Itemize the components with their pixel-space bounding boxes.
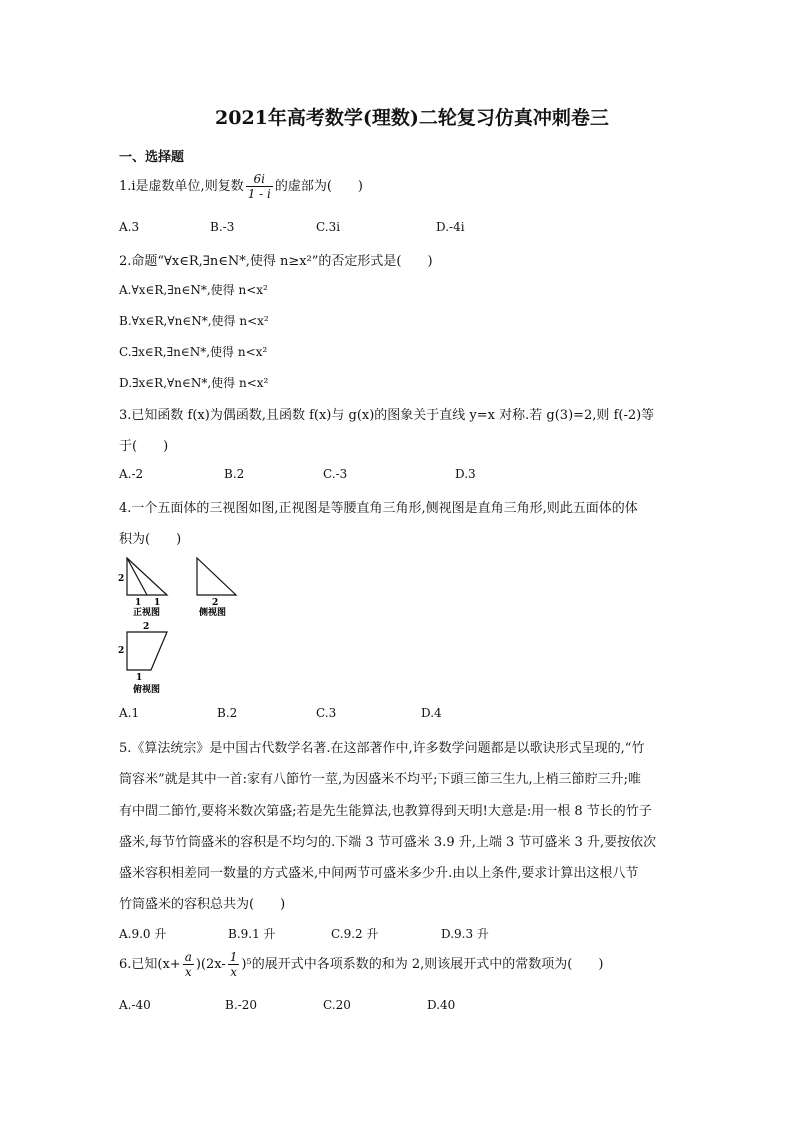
top-view-left-label: 2 [118,646,125,656]
q2-option-b: B.∀x∈R,∀n∈N*,使得 n<x² [119,314,269,328]
q5-option-c: C.9.2 升 [331,927,379,941]
page-title: 2021年高考数学(理数)二轮复习仿真冲刺卷三 [215,107,609,129]
three-view-figure [115,555,255,700]
q4-option-d: D.4 [421,706,442,720]
side-view-bottom-label: 2 [212,598,219,608]
q6-option-d: D.40 [427,998,456,1012]
q2-option-d: D.∃x∈R,∀n∈N*,使得 n<x² [119,376,269,390]
question-3-line-1: 3.已知函数 f(x)为偶函数,且函数 f(x)与 g(x)的图象关于直线 y=x 对称.若 g(3)=2,则 f(-2)等 [119,408,655,423]
side-view-caption: 侧视图 [199,608,227,618]
question-6 [119,950,603,979]
question-4-line-1: 4.一个五面体的三视图如图,正视图是等腰直角三角形,侧视图是直角三角形,则此五面体的体 [119,501,638,516]
top-view-trapezoid [127,632,167,670]
q6-fraction-1-numerator: a [184,950,192,964]
front-view-caption: 正视图 [133,608,161,618]
question-5-line-4: 盛米,每节竹筒盛米的容积是不均匀的.下端 3 节可盛米 3.9 升,上端 3 节可盛米 3 升,要按依次 [119,835,657,850]
q2-option-c: C.∃x∈R,∃n∈N*,使得 n<x² [119,345,268,359]
q6-stem-pre: 6.已知(x+ [119,957,181,972]
q1-denominator: 1 - i [247,187,271,201]
question-1 [119,172,363,201]
question-4-line-2: 积为( ) [119,532,182,547]
front-view-inner-edge [127,558,147,595]
q3-option-a: A.-2 [119,467,144,481]
q6-stem-mid: )(2x- [195,957,226,972]
front-view-bottom-label-1: 1 [135,598,142,608]
q6-option-b: B.-20 [225,998,257,1012]
q6-fraction-1 [183,950,194,979]
q1-option-a: A.3 [119,220,140,234]
q5-option-d: D.9.3 升 [441,927,489,941]
front-view-triangle [127,558,167,595]
q1-fraction [246,172,273,201]
q1-option-d: D.-4i [436,220,465,234]
q1-stem-pre: 1.i是虚数单位,则复数 [119,179,244,194]
q4-option-b: B.2 [217,706,238,720]
top-view-caption: 俯视图 [133,685,161,695]
q5-option-b: B.9.1 升 [228,927,276,941]
q1-option-b: B.-3 [210,220,235,234]
q3-option-b: B.2 [224,467,245,481]
top-view-bottom-label: 1 [136,673,143,683]
front-view-left-label: 2 [118,574,125,584]
q6-fraction-1-denominator: x [184,965,192,979]
q6-stem-post: )⁵的展开式中各项系数的和为 2,则该展开式中的常数项为( ) [241,957,604,972]
q6-fraction-2 [228,950,240,979]
q6-option-c: C.20 [323,998,351,1012]
q6-fraction-2-denominator: x [230,965,237,979]
q3-option-c: C.-3 [323,467,348,481]
side-view-triangle [197,558,236,595]
q4-option-c: C.3 [316,706,337,720]
question-5-line-6: 竹筒盛米的容积总共为( ) [119,897,286,912]
q1-option-c: C.3i [316,220,341,234]
q1-numerator: 6i [246,172,273,187]
q1-stem-post: 的虚部为( ) [274,179,364,194]
question-5-line-1: 5.《算法统宗》是中国古代数学名著.在这部著作中,许多数学问题都是以歌诀形式呈现的,“竹 [119,741,645,756]
question-3-line-2: 于( ) [119,439,169,454]
top-view-top-label: 2 [143,622,150,632]
q2-option-a: A.∀x∈R,∃n∈N*,使得 n<x² [119,283,268,297]
section-heading: 一、选择题 [119,150,185,165]
question-2: 2.命题“∀x∈R,∃n∈N*,使得 n≥x²”的否定形式是( ) [119,254,433,269]
q5-option-a: A.9.0 升 [119,927,167,941]
question-5-line-2: 筒容米”就是其中一首:家有八節竹一莖,为因盛米不均平;下頭三節三生九,上梢三節貯三升;唯 [119,772,642,787]
q6-fraction-2-numerator: 1 [229,950,238,964]
q3-option-d: D.3 [455,467,476,481]
q6-option-a: A.-40 [119,998,151,1012]
question-5-line-5: 盛米容积相差同一数量的方式盛米,中间两节可盛米多少升.由以上条件,要求计算出这根八节 [119,866,639,881]
question-5-line-3: 有中間二節竹,要将米数次第盛;若是先生能算法,也教算得到天明!大意是:用一根 8 节长的竹子 [119,804,652,819]
front-view-bottom-label-2: 1 [154,598,161,608]
q4-option-a: A.1 [119,706,140,720]
